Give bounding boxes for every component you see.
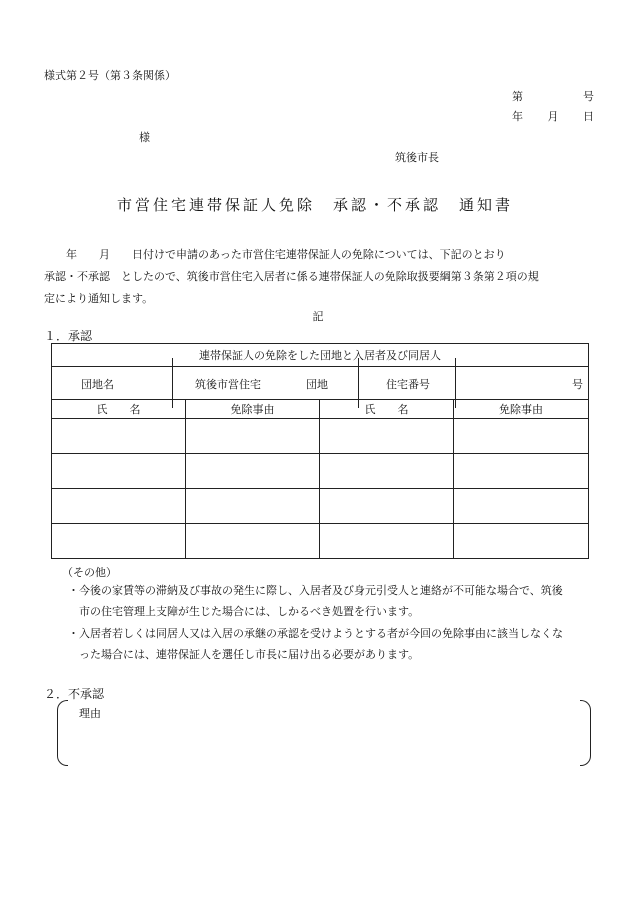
- table-cell[interactable]: [454, 419, 589, 454]
- table-row: [52, 489, 589, 524]
- table-cell[interactable]: [454, 524, 589, 559]
- ki-marker: 記: [312, 310, 324, 323]
- note-2-line-1: ・入居者若しくは同居人又は入居の承継の承認を受けようとする者が今回の免除事由に該当しなくな: [68, 627, 563, 640]
- body-line-2: 承認・不承認 としたので、筑後市営住宅入居者に係る連帯保証人の免除取扱要綱第３条第２項の規: [44, 270, 539, 283]
- note-2: [68, 623, 598, 665]
- form-number: 様式第２号（第３条関係）: [44, 69, 176, 82]
- note-1-line-2: 市の住宅管理上支障が生じた場合には、しかるべき処置を行います。: [68, 605, 420, 618]
- left-bracket: [57, 700, 68, 766]
- table-caption-row: [52, 344, 589, 367]
- date-month: 月: [547, 110, 559, 123]
- body-line-3: 定により通知します。: [44, 292, 154, 305]
- table-info-row: [52, 367, 589, 400]
- table-cell[interactable]: [454, 489, 589, 524]
- table-header-row: [52, 400, 589, 419]
- table-cell[interactable]: [186, 419, 320, 454]
- note-2-line-2: った場合には、連帯保証人を選任し市長に届け出る必要があります。: [68, 648, 420, 661]
- section-rejection-heading: ２．不承認: [44, 687, 105, 701]
- reason-label: 理由: [79, 707, 101, 720]
- table-cell[interactable]: [320, 419, 454, 454]
- doc-no-prefix: 第: [512, 90, 523, 103]
- complex-info-cell: [52, 367, 589, 400]
- house-no-label: 住宅番号: [386, 378, 430, 391]
- table-cell[interactable]: [320, 524, 454, 559]
- date-year: 年: [512, 110, 523, 123]
- table-caption: 連帯保証人の免除をした団地と入居者及び同居人: [52, 344, 589, 367]
- danchi-suffix: 団地: [306, 378, 328, 391]
- col-name-2: 氏 名: [320, 400, 454, 419]
- table-cell[interactable]: [320, 489, 454, 524]
- table-row: [52, 419, 589, 454]
- table-row: [52, 524, 589, 559]
- right-bracket: [580, 700, 591, 766]
- table-cell[interactable]: [186, 489, 320, 524]
- document-number: [512, 88, 594, 104]
- note-1-line-1: ・今後の家賃等の滞納及び事故の発生に際し、入居者及び身元引受人と連絡が不可能な場合で、筑後: [68, 584, 563, 597]
- danchi-label: 団地名: [81, 378, 114, 391]
- body-paragraph: [44, 244, 604, 310]
- approval-table: [51, 343, 589, 559]
- table-cell[interactable]: [186, 524, 320, 559]
- reason-bracket-box[interactable]: [57, 700, 591, 768]
- document-title: 市営住宅連帯保証人免除 承認・不承認 通知書: [116, 196, 513, 214]
- danchi-prefix: 筑後市営住宅: [195, 378, 261, 391]
- notes-title: （その他）: [62, 566, 117, 579]
- table-cell[interactable]: [320, 454, 454, 489]
- section-approval-heading: １．承認: [44, 329, 93, 343]
- table-cell[interactable]: [454, 454, 589, 489]
- addressee: 様: [139, 131, 150, 144]
- table-cell[interactable]: [52, 489, 186, 524]
- table-cell[interactable]: [186, 454, 320, 489]
- house-no-suffix: 号: [572, 378, 583, 391]
- date-day: 日: [583, 110, 594, 123]
- table-cell[interactable]: [52, 524, 186, 559]
- col-reason-2: 免除事由: [454, 400, 589, 419]
- note-1: [68, 580, 598, 622]
- info-divider-3: [455, 358, 456, 408]
- table-cell[interactable]: [52, 419, 186, 454]
- issuer: 筑後市長: [395, 151, 439, 164]
- col-reason-1: 免除事由: [186, 400, 320, 419]
- doc-no-suffix: 号: [583, 90, 594, 103]
- col-name-1: 氏 名: [52, 400, 186, 419]
- info-divider-2: [358, 358, 359, 408]
- table-cell[interactable]: [52, 454, 186, 489]
- table-row: [52, 454, 589, 489]
- body-line-1: 年 月 日付けで申請のあった市営住宅連帯保証人の免除については、下記のとおり: [44, 248, 506, 261]
- document-date: [512, 108, 594, 124]
- info-divider-1: [172, 358, 173, 408]
